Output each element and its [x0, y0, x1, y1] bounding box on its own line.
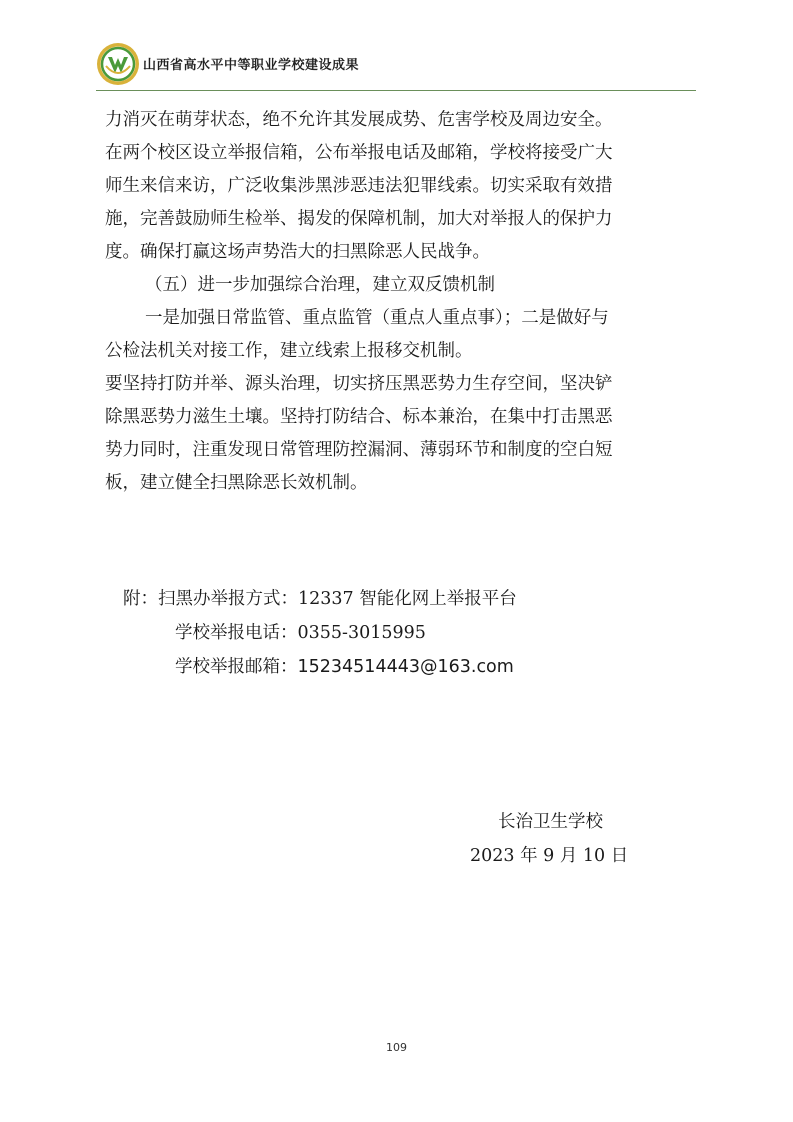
header-divider	[96, 90, 696, 91]
appendix-report-email	[123, 650, 517, 684]
appendix	[123, 582, 517, 684]
paragraph-line: 度。确保打赢这场声势浩大的扫黑除恶人民战争。	[105, 242, 490, 262]
paragraph-line: 一是加强日常监管、重点监管（重点人重点事）；二是做好与	[145, 308, 609, 328]
paragraph-line: 力消灭在萌芽状态，绝不允许其发展成势、危害学校及周边安全。	[105, 110, 613, 130]
paragraph-line: 在两个校区设立举报信箱，公布举报电话及邮箱，学校将接受广大	[105, 143, 613, 163]
section-heading: （五）进一步加强综合治理，建立双反馈机制	[145, 275, 495, 295]
page-header	[96, 40, 716, 88]
paragraph-line: 除黑恶势力滋生土壤。坚持打防结合、标本兼治，在集中打击黑恶	[105, 407, 613, 427]
body-text	[105, 104, 695, 500]
paragraph-line: 师生来信来访，广泛收集涉黑涉恶违法犯罪线索。切实采取有效措	[105, 176, 613, 196]
email-label: 学校举报邮箱：	[175, 657, 298, 677]
email-address: 15234514443@163.com	[297, 657, 514, 677]
appendix-report-phone: 学校举报电话：0355-3015995	[175, 623, 426, 643]
paragraph-line: 板，建立健全扫黑除恶长效机制。	[105, 473, 368, 493]
paragraph-line: 施，完善鼓励师生检举、揭发的保障机制，加大对举报人的保护力	[105, 209, 613, 229]
paragraph-line: 势力同时，注重发现日常管理防控漏洞、薄弱环节和制度的空白短	[105, 440, 613, 460]
page-number: 109	[386, 1041, 407, 1054]
paragraph-line: 要坚持打防并举、源头治理，切实挤压黑恶势力生存空间，坚决铲	[105, 374, 613, 394]
appendix-report-platform: 附：扫黑办举报方式：12337 智能化网上举报平台	[123, 589, 517, 609]
signature-block	[470, 805, 628, 873]
paragraph-line: 公检法机关对接工作，建立线索上报移交机制。	[105, 341, 473, 361]
header-title: 山西省高水平中等职业学校建设成果	[143, 58, 360, 73]
school-emblem-icon	[96, 42, 140, 86]
signature-date: 2023 年 9 月 10 日	[470, 846, 629, 866]
signature-school: 长治卫生学校	[498, 812, 603, 832]
